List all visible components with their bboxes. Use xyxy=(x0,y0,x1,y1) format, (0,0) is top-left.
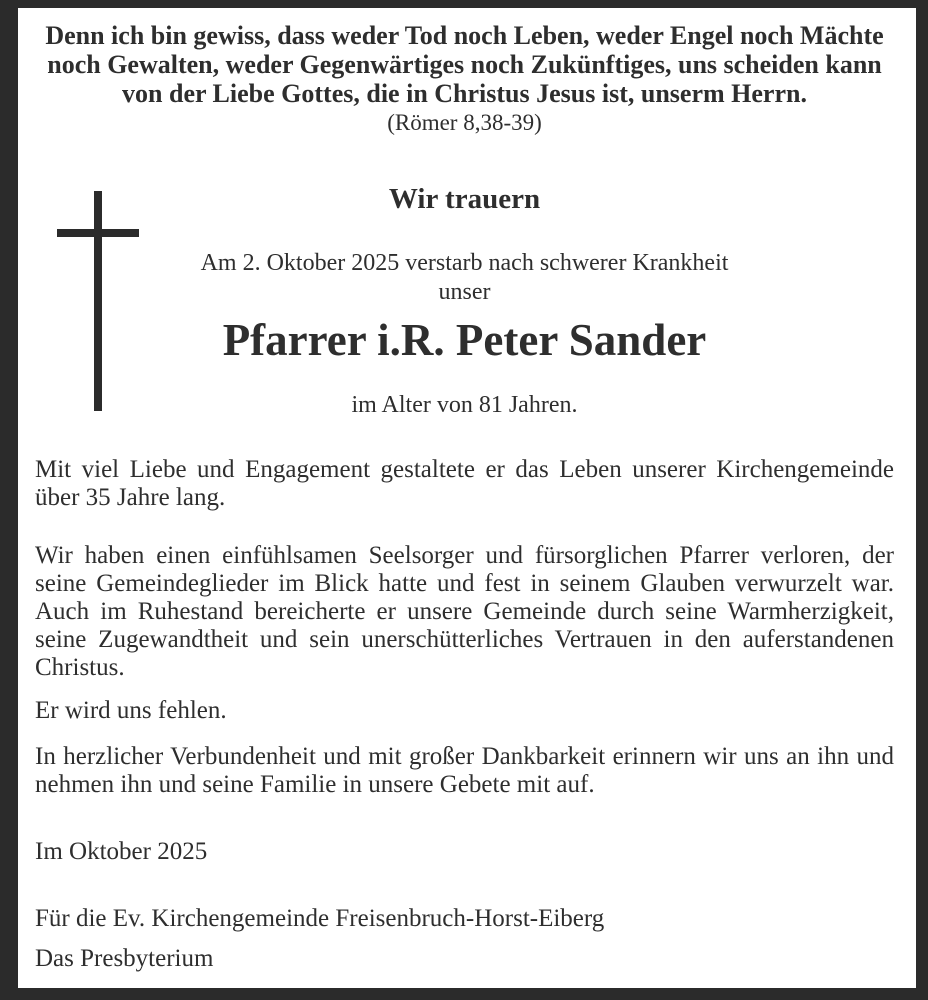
body-paragraph: Er wird uns fehlen. xyxy=(35,697,227,724)
bible-verse-line: von der Liebe Gottes, die in Christus Jesus ist, unserm Herrn. xyxy=(122,79,807,108)
death-announcement-line: Am 2. Oktober 2025 verstarb nach schwerer Krankheit xyxy=(200,250,729,276)
body-paragraph: In herzlicher Verbundenheit und mit großer Dankbarkeit erinnern wir uns an ihn und nehmen ihn und seine Familie in unsere Gebete mit auf. xyxy=(35,743,894,798)
bible-verse-line: noch Gewalten, weder Gegenwärtiges noch Zukünftiges, uns scheiden kann xyxy=(47,50,882,79)
cross-vertical-bar xyxy=(94,191,102,411)
bible-verse xyxy=(35,21,894,108)
cross-horizontal-bar xyxy=(57,229,139,237)
closing-signature: Das Presbyterium xyxy=(35,945,214,972)
body-paragraph: Mit viel Liebe und Engagement gestaltete er das Leben unserer Kirchengemeinde über 35 Jahre lang. xyxy=(35,456,894,511)
body-paragraph: Wir haben einen einfühlsamen Seelsorger und fürsorglichen Pfarrer verloren, der seine Gemeindeglieder im Blick hatte und fest in seinem Glauben verwurzelt war. Auch im Ruhestand bereicherte er unsere Gemeinde durch seine Warmherzigkeit, seine Zugewandtheit und sein unerschütterliches Vertrauen in den auferstandenen Christus. xyxy=(35,542,894,681)
bible-verse-reference: (Römer 8,38-39) xyxy=(387,110,542,135)
closing-date: Im Oktober 2025 xyxy=(35,838,208,865)
obituary-title: Wir trauern xyxy=(388,183,541,215)
deceased-name: Pfarrer i.R. Peter Sander xyxy=(222,315,707,365)
obituary-body xyxy=(35,456,894,799)
relation-line: unser xyxy=(438,279,491,305)
bible-verse-line: Denn ich bin gewiss, dass weder Tod noch Leben, weder Engel noch Mächte xyxy=(45,21,884,50)
closing-organization: Für die Ev. Kirchengemeinde Freisenbruch-Horst-Eiberg xyxy=(35,905,605,932)
age-line: im Alter von 81 Jahren. xyxy=(351,392,578,418)
